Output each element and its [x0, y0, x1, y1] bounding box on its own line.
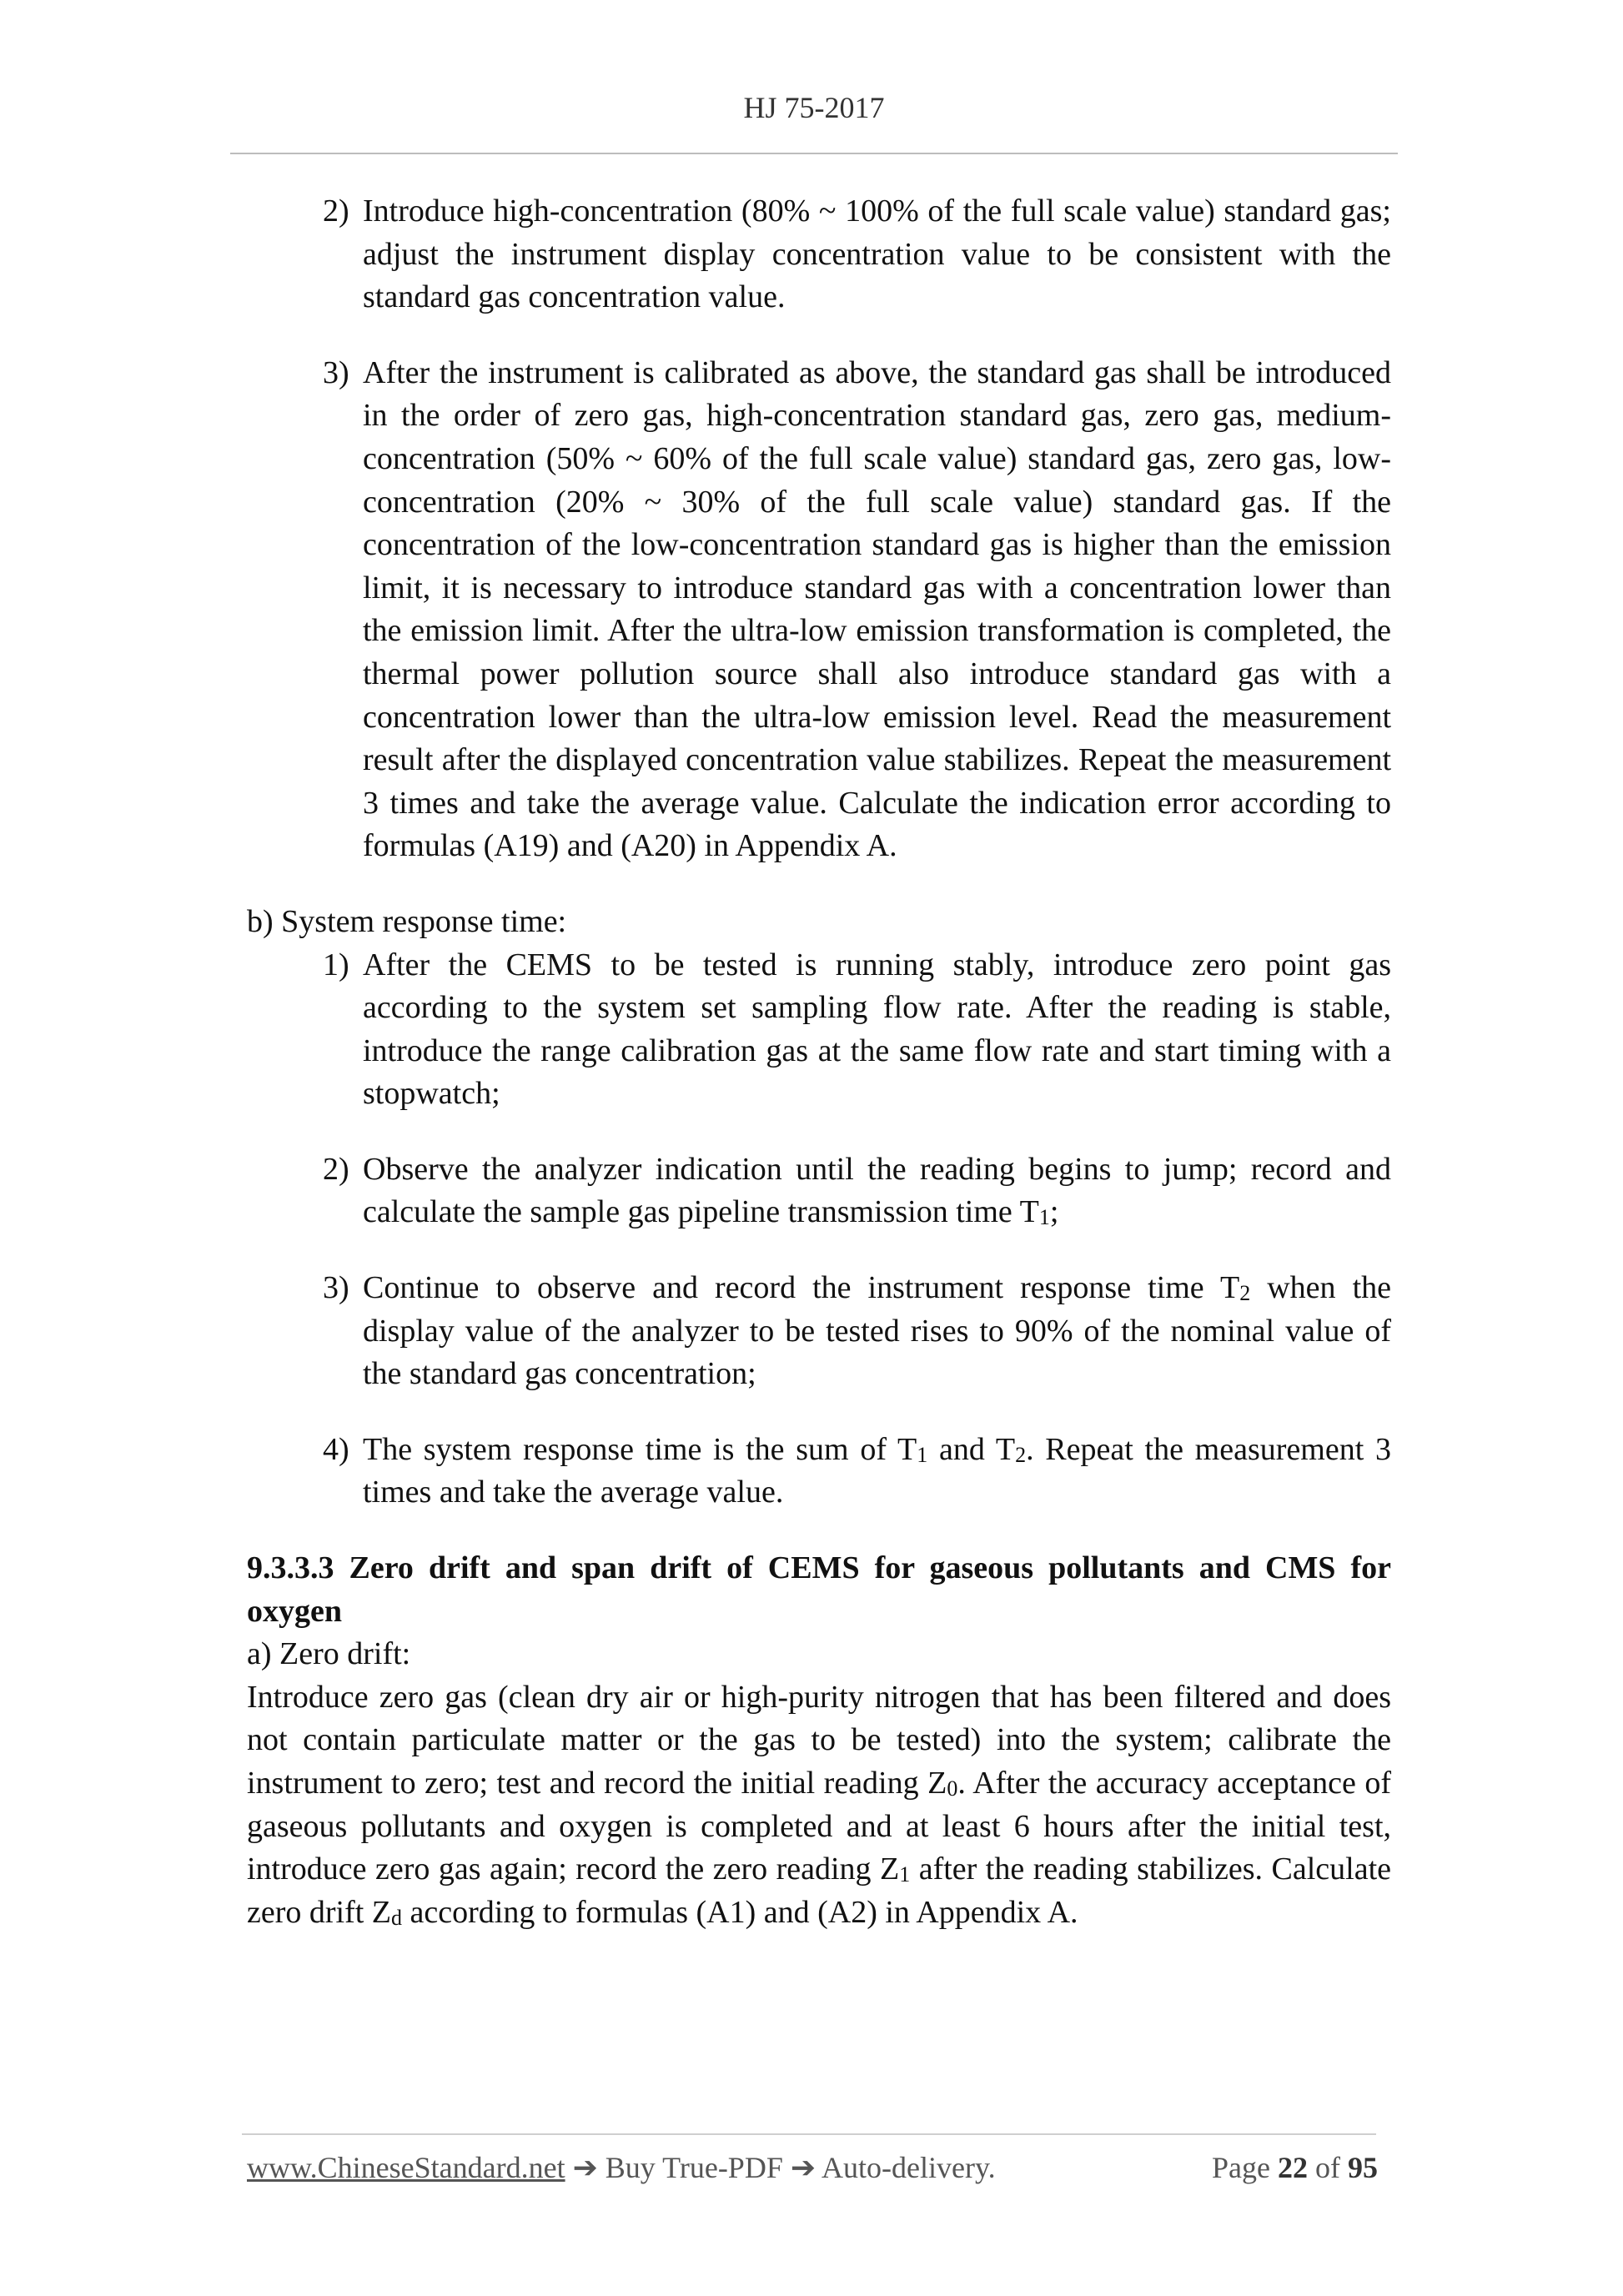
item-number: 3) [323, 354, 349, 390]
list-item-calib-3 [323, 352, 1391, 868]
text-fragment: ; [1049, 1194, 1059, 1230]
page-content [247, 190, 1391, 1934]
arrow-right-icon: ➔ [565, 2151, 605, 2184]
system-response-time-label: b) System response time: [247, 903, 567, 939]
page-number: 22 [1278, 2151, 1308, 2184]
subscript: 1 [899, 1862, 911, 1887]
subscript: 2 [1239, 1281, 1251, 1306]
text-fragment: . Repeat the measurement 3 times and take the average value. [363, 1431, 1391, 1510]
item-text: After the instrument is calibrated as above, the standard gas shall be introduced in the order of zero gas, high-concentration standard gas, zero gas, medium-concentration (50% ~ 60% of the full scale value) standard gas, zero gas, low-concentration (20% ~ 30% of the full scale value) standard gas. If the concentration of the low-concentration standard gas is higher than the emission limit, it is necessary to introduce standard gas with a concentration lower than the emission limit. After the ultra-low emission transformation is completed, the thermal power pollution source shall also introduce standard gas with a concentration lower than the ultra-low emission level. Read the measurement result after the displayed concentration value stabilizes. Repeat the measurement 3 times and take the average value. Calculate the indication error according to formulas (A19) and (A20) in Appendix A. [363, 354, 1391, 864]
text-fragment: after the reading stabilizes. Calculate zero drift Z [247, 1851, 1392, 1930]
subscript: 1 [1038, 1205, 1050, 1230]
footer-divider [242, 2133, 1376, 2135]
footer-promo [247, 2150, 996, 2185]
item-text [363, 1267, 1391, 1396]
text-fragment: . After the accuracy acceptance of gaseous pollutants and oxygen is completed and at least 6 hours after the initial test, introduce zero gas again; record the zero reading Z [247, 1766, 1391, 1887]
item-text [363, 1148, 1391, 1234]
list-item-response-3 [323, 1267, 1391, 1396]
zero-drift-label: a) Zero drift: [247, 1636, 411, 1672]
of-label: of [1308, 2151, 1348, 2184]
page-total: 95 [1348, 2151, 1378, 2184]
section-heading: 9.3.3.3 Zero drift and span drift of CEMS for gaseous pollutants and CMS for oxygen [247, 1550, 1391, 1629]
item-text: After the CEMS to be tested is running stably, introduce zero point gas according to the system set sampling flow rate. After the reading is stable, introduce the range calibration gas at the same flow rate and start timing with a stopwatch; [363, 947, 1391, 1112]
page-label: Page [1212, 2151, 1278, 2184]
zero-drift-paragraph [247, 1676, 1391, 1935]
text-fragment: The system response time is the sum of T [363, 1431, 917, 1467]
subscript: d [391, 1905, 403, 1930]
text-fragment: and T [927, 1431, 1016, 1467]
header-divider [230, 153, 1398, 154]
item-number: 3) [323, 1270, 349, 1306]
item-text [363, 1429, 1391, 1515]
buy-pdf-text: Buy True-PDF [605, 2151, 783, 2184]
list-item-response-2 [323, 1148, 1391, 1234]
item-number: 2) [323, 1151, 349, 1187]
item-number: 2) [323, 193, 349, 229]
subscript: 2 [1015, 1442, 1027, 1467]
list-item-response-1 [323, 944, 1391, 1116]
item-number: 4) [323, 1431, 349, 1467]
text-fragment: Introduce zero gas (clean dry air or high-purity nitrogen that has been filtered and does not contain particulate matter or the gas to be tested) into the system; calibrate the instrument to zero; test and record the initial reading Z [247, 1679, 1391, 1801]
page-indicator [1212, 2150, 1378, 2185]
arrow-right-icon: ➔ [782, 2151, 822, 2184]
document-header: HJ 75-2017 [743, 91, 885, 124]
item-text: Introduce high-concentration (80% ~ 100% of the full scale value) standard gas; adjust the instrument display concentration value to be consistent with the standard gas concentration value. [363, 193, 1391, 315]
item-number: 1) [323, 947, 349, 982]
list-item-response-4 [323, 1429, 1391, 1515]
text-fragment: Continue to observe and record the instrument response time T [363, 1270, 1240, 1306]
auto-delivery-text: Auto-delivery. [822, 2151, 996, 2184]
list-item-calib-2 [323, 190, 1391, 319]
subscript: 0 [947, 1776, 958, 1801]
text-fragment: according to formulas (A1) and (A2) in Appendix A. [402, 1894, 1078, 1930]
text-fragment: Observe the analyzer indication until the reading begins to jump; record and calculate the sample gas pipeline transmission time T [363, 1151, 1391, 1230]
text-fragment: when the display value of the analyzer to be tested rises to 90% of the nominal value of the standard gas concentration; [363, 1270, 1391, 1392]
website-link[interactable]: www.ChineseStandard.net [247, 2151, 565, 2184]
subscript: 1 [917, 1442, 928, 1467]
